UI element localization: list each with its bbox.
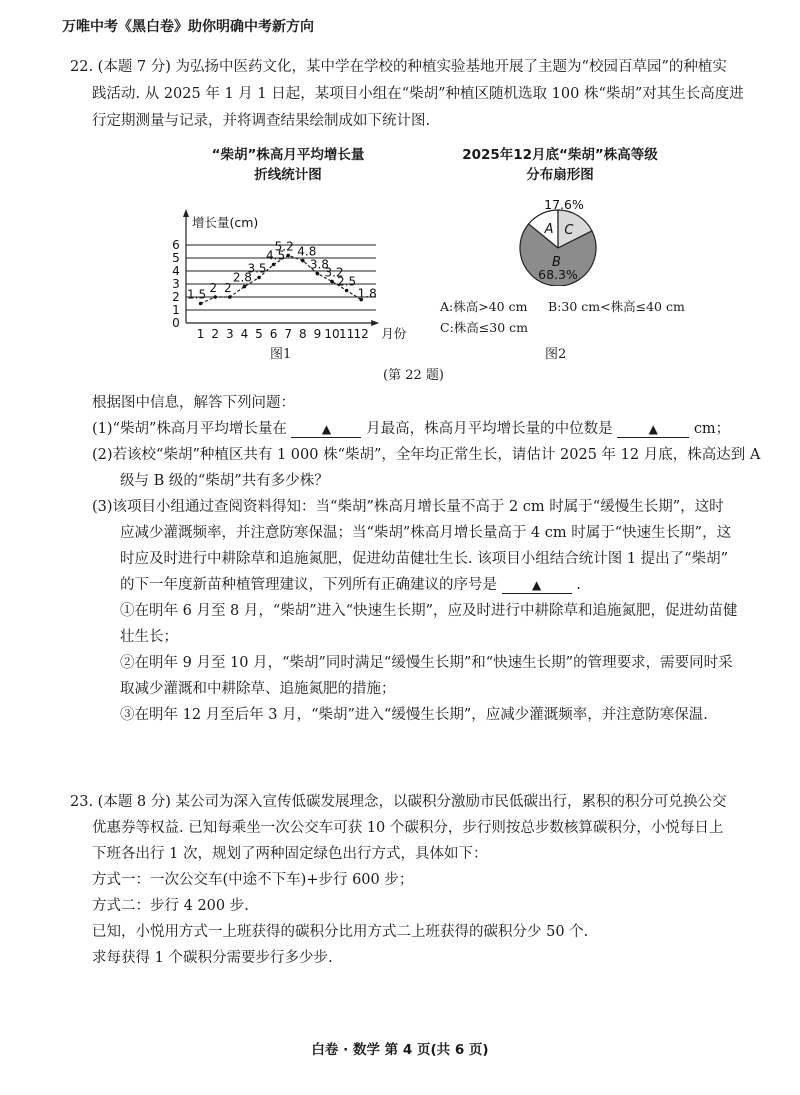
q22-option1-line-2: 壮生长； <box>120 629 178 645</box>
q22-part3-line-4 <box>120 575 581 595</box>
q22-part2-line-2: 级与 B 级的“柴胡”共有多少株？ <box>120 473 329 489</box>
q22-part3-text-b: . <box>576 577 581 593</box>
data-label-month-4: 2.8 <box>232 270 252 285</box>
data-label-month-11: 2.5 <box>337 274 357 289</box>
data-label-month-10: 3.2 <box>324 265 344 280</box>
q22-intro-line-3: 行定期测量与记录，并将调查结果绘制成如下统计图. <box>92 113 431 129</box>
pie-label-c: C <box>564 223 574 239</box>
data-label-month-2: 2 <box>209 281 218 295</box>
y-tick-label: 3 <box>172 277 180 291</box>
fig1-title <box>178 143 398 183</box>
y-tick-label: 2 <box>172 290 180 304</box>
q23-line-1: 23. (本题 8 分) 某公司为深入宣传低碳发展理念，以碳积分激励市民低碳出行，累积的积分可兑换公交 <box>70 794 727 810</box>
fig2-label: 图2 <box>545 347 567 362</box>
data-point-month-5 <box>257 276 261 280</box>
x-tick-label: 6 <box>269 327 278 340</box>
line-chart <box>160 205 420 340</box>
pie-chart <box>505 198 615 286</box>
y-tick-label: 5 <box>172 251 180 265</box>
answer-blank-options: ▲ <box>502 577 572 594</box>
data-point-month-2 <box>213 295 217 299</box>
y-tick-label: 0 <box>172 316 180 330</box>
q23-line-7: 求每获得 1 个碳积分需要步行多少步. <box>92 950 333 966</box>
x-tick-label: 8 <box>298 327 307 340</box>
x-tick-label: 5 <box>255 327 263 340</box>
data-point-month-9 <box>316 272 320 276</box>
answer-blank-median: ▲ <box>617 421 689 438</box>
fig-caption: (第 22 题) <box>383 368 444 383</box>
fig2-title-line-2: 分布扇形图 <box>526 167 594 183</box>
data-point-month-11 <box>345 289 349 293</box>
x-tick-label: 7 <box>284 327 293 340</box>
data-label-month-5: 3.5 <box>247 261 267 276</box>
data-label-month-7: 5.2 <box>274 239 294 254</box>
q22-part3-line-2: 应减少灌溉频率，并注意防寒保温；当“柴胡”株高月增长量高于 4 cm 时属于“快速生长期”，这 <box>120 525 732 541</box>
q22-part3-line-1: (3)该项目小组通过查阅资料得知：当“柴胡”株高月增长量不高于 2 cm 时属于“缓慢生长期”，这时 <box>92 499 724 515</box>
page-header: 万唯中考《黑白卷》助你明确中考新方向 <box>62 19 314 35</box>
q22-part1-text-a: (1)“柴胡”株高月平均增长量在 <box>92 421 287 437</box>
x-tick-label: 9 <box>313 327 322 340</box>
pie-legend-c: C:株高≤30 cm <box>440 320 528 335</box>
pie-legend-b: B:30 cm<株高≤40 cm <box>548 299 685 314</box>
data-point-month-8 <box>301 259 305 263</box>
pie-label-b: B <box>552 254 561 270</box>
q22-option3-line-1: ③在明年 12 月至后年 3 月，“柴胡”进入“缓慢生长期”，应减少灌溉频率，并注意防寒保温. <box>120 707 708 723</box>
q23-line-3: 下班各出行 1 次，规划了两种固定绿色出行方式，具体如下： <box>92 846 488 862</box>
data-point-month-6 <box>272 263 276 267</box>
pie-percent-c: 17.6% <box>544 198 584 212</box>
y-tick-label: 6 <box>172 238 180 252</box>
pie-label-a: A <box>544 222 554 238</box>
q22-option2-line-2: 取减少灌溉和中耕除草、追施氮肥的措施； <box>120 681 396 697</box>
fig2-title-line-1: 2025年12月底“柴胡”株高等级 <box>462 147 658 163</box>
fig1-title-line-1: “柴胡”株高月平均增长量 <box>211 147 365 163</box>
x-tick-label: 3 <box>225 327 234 340</box>
fig1-label: 图1 <box>270 347 292 362</box>
q23-line-4: 方式一：一次公交车(中途不下车)+步行 600 步； <box>92 872 414 888</box>
q22-part2-line-1: (2)若该校“柴胡”种植区共有 1 000 株“柴胡”，全年均正常生长，请估计 2025 年 12 月底，株高达到 A <box>92 447 761 463</box>
q23-line-2: 优惠券等权益. 已知每乘坐一次公交车可获 10 个碳积分，步行则按总步数核算碳积分，小悦每日上 <box>92 820 724 836</box>
q23-line-5: 方式二：步行 4 200 步. <box>92 898 249 914</box>
data-label-month-12: 1.8 <box>357 286 377 301</box>
x-tick-label: 11 <box>338 327 355 340</box>
fig1-title-line-2: 折线统计图 <box>254 167 322 183</box>
pie-percent-b: 68.3% <box>538 266 578 282</box>
x-axis-arrow <box>371 320 379 326</box>
data-point-month-4 <box>243 285 247 289</box>
data-point-month-3 <box>228 295 232 299</box>
q22-part1-text-b: 月最高，株高月平均增长量的中位数是 <box>366 421 613 437</box>
data-point-month-1 <box>199 302 203 306</box>
q22-prompt: 根据图中信息，解答下列问题： <box>92 395 295 411</box>
q22-intro-line-1: 22. (本题 7 分) 为弘扬中医药文化，某中学在学校的种植实验基地开展了主题为“校园百草园”的种植实 <box>70 59 727 75</box>
answer-blank-month: ▲ <box>291 421 361 438</box>
q22-option1-line-1: ①在明年 6 月至 8 月，“柴胡”进入“快速生长期”，应及时进行中耕除草和追施氮肥，促进幼苗健 <box>120 603 738 619</box>
x-tick-label: 2 <box>211 327 220 340</box>
y-tick-label: 1 <box>172 303 180 317</box>
q22-part3-text-a: 的下一年度新苗种植管理建议，下列所有正确建议的序号是 <box>120 577 497 593</box>
x-tick-label: 10 <box>324 327 340 340</box>
x-tick-label: 4 <box>240 327 249 340</box>
data-label-month-3: 2 <box>223 281 232 295</box>
q22-part3-line-3: 时应及时进行中耕除草和追施氮肥，促进幼苗健壮生长. 该项目小组结合统计图 1 提出了“柴胡” <box>120 551 728 567</box>
q22-option2-line-1: ②在明年 9 月至 10 月，“柴胡”同时满足“缓慢生长期”和“快速生长期”的管理要求，需要同时采 <box>120 655 733 671</box>
q22-part1 <box>92 419 730 439</box>
x-tick-label: 1 <box>196 327 205 340</box>
data-point-month-7 <box>286 254 290 258</box>
page-footer: 白卷 · 数学 第 4 页(共 6 页) <box>311 1042 489 1058</box>
data-label-month-6: 4.5 <box>266 248 286 263</box>
pie-legend-a: A:株高>40 cm <box>440 299 528 314</box>
q22-intro-line-2: 践活动. 从 2025 年 1 月 1 日起，某项目小组在“柴胡”种植区随机选取 100 株“柴胡”对其生长高度进 <box>92 86 744 102</box>
data-label-month-1: 1.5 <box>187 287 207 302</box>
y-tick-label: 4 <box>172 264 180 278</box>
x-axis-label: 月份 <box>381 326 407 340</box>
data-label-month-8: 4.8 <box>297 244 317 259</box>
y-axis-label: 增长量(cm) <box>192 215 259 230</box>
q23-line-6: 已知，小悦用方式一上班获得的碳积分比用方式二上班获得的碳积分少 50 个. <box>92 924 589 940</box>
q22-part1-text-c: cm； <box>693 421 731 437</box>
data-label-month-9: 3.8 <box>309 257 329 272</box>
x-tick-label: 12 <box>353 327 369 340</box>
y-axis-arrow <box>183 209 189 217</box>
data-point-month-10 <box>330 280 334 284</box>
fig2-title <box>440 143 680 183</box>
